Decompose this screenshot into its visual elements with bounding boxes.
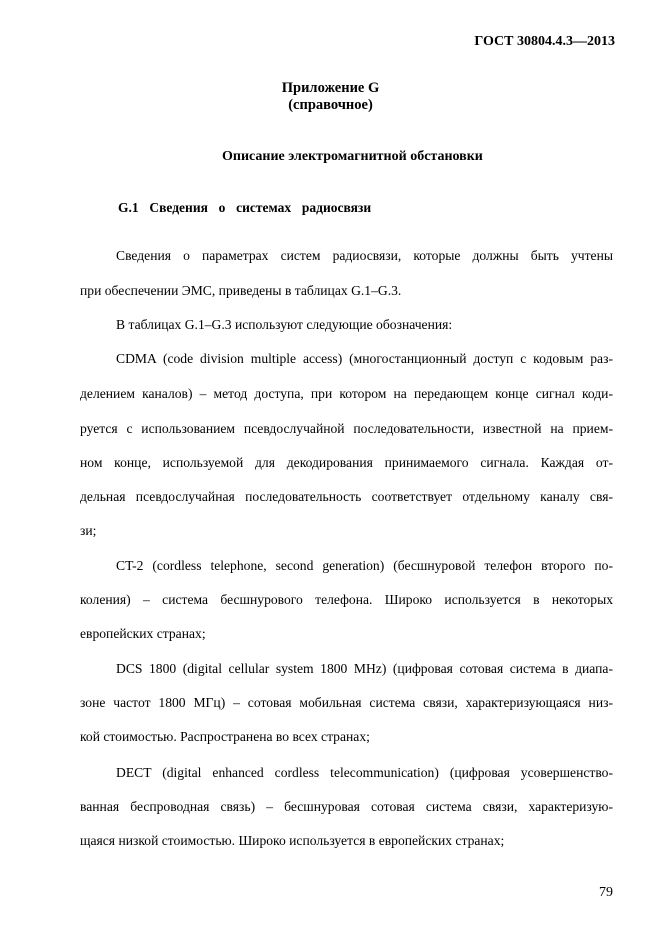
text-line: DCS 1800 (digital cellular system 1800 MHz) (цифровая сотовая система в диапа-	[116, 661, 613, 676]
text-line: ванная беспроводная связь) – бесшнуровая сотовая система связи, характеризую-	[80, 799, 613, 814]
text-line: щаяся низкой стоимостью. Широко используется в европейских странах;	[80, 833, 505, 848]
text-line: дельная псевдослучайная последовательность соответствует отдельному каналу свя-	[80, 489, 613, 504]
text-line: кой стоимостью. Распространена во всех странах;	[80, 729, 370, 744]
text-line: европейских странах;	[80, 626, 206, 641]
section-heading: G.1 Сведения о системах радиосвязи	[118, 200, 372, 215]
text-line: DECT (digital enhanced cordless telecommunication) (цифровая усовершенство-	[116, 765, 613, 780]
text-line: зи;	[80, 523, 97, 538]
text-line: Сведения о параметрах систем радиосвязи, которые должны быть учтены	[116, 248, 613, 263]
text-line: коления) – система бесшнурового телефона. Широко используется в некоторых	[80, 592, 613, 607]
page-number: 79	[599, 885, 613, 900]
appendix-title: Приложение G	[281, 80, 380, 96]
text-line: CT-2 (cordless telephone, second generation) (бесшнуровой телефон второго по-	[116, 558, 613, 573]
document-id: ГОСТ 30804.4.3—2013	[474, 34, 615, 49]
text-line: В таблицах G.1–G.3 используют следующие обозначения:	[116, 317, 453, 332]
appendix-subtitle: (справочное)	[288, 97, 373, 113]
text-line: руется с использованием псевдослучайной последовательности, известной на прием-	[80, 421, 613, 436]
text-line: при обеспечении ЭМС, приведены в таблицах G.1–G.3.	[80, 283, 402, 298]
text-line: делением каналов) – метод доступа, при котором на передающем конце сигнал коди-	[80, 386, 613, 401]
text-line: CDMA (code division multiple access) (многостанционный доступ с кодовым раз-	[116, 351, 613, 366]
text-line: ном конце, используемой для декодирования принимаемого сигнала. Каждая от-	[80, 455, 613, 470]
appendix-heading: Описание электромагнитной обстановки	[222, 149, 483, 164]
text-line: зоне частот 1800 МГц) – сотовая мобильная система связи, характеризующаяся низ-	[80, 695, 613, 710]
